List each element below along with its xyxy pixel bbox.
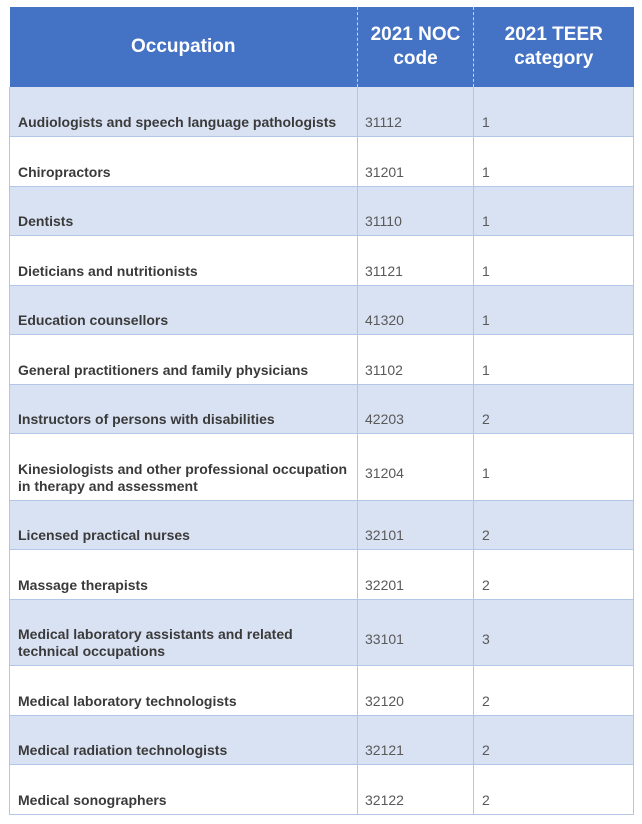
noc-code-cell: 31102 — [358, 334, 474, 384]
table-row — [10, 285, 634, 334]
teer-category-cell: 1 — [474, 186, 634, 235]
noc-code-cell: 31112 — [358, 87, 474, 136]
teer-category-cell: 1 — [474, 285, 634, 334]
occupation-table — [9, 7, 634, 815]
teer-category-cell: 1 — [474, 87, 634, 136]
noc-code-cell: 32121 — [358, 715, 474, 764]
table-row — [10, 500, 634, 549]
table-row — [10, 136, 634, 186]
teer-category-cell: 1 — [474, 235, 634, 285]
occupation-cell: Dieticians and nutritionists — [10, 235, 358, 285]
header-teer-category: 2021 TEER category — [474, 7, 634, 87]
table-row — [10, 599, 634, 665]
occupation-cell: Chiropractors — [10, 136, 358, 186]
table-header-row — [10, 7, 634, 87]
teer-category-cell: 2 — [474, 549, 634, 599]
table-row — [10, 186, 634, 235]
noc-code-cell: 32201 — [358, 549, 474, 599]
noc-code-cell: 33101 — [358, 599, 474, 665]
header-noc-code: 2021 NOC code — [358, 7, 474, 87]
teer-category-cell: 2 — [474, 384, 634, 433]
noc-code-cell: 32122 — [358, 764, 474, 814]
table-row — [10, 87, 634, 136]
occupation-cell: Medical laboratory assistants and related technical occupations — [10, 599, 358, 665]
teer-category-cell: 1 — [474, 136, 634, 186]
table-row — [10, 665, 634, 715]
occupation-cell: Instructors of persons with disabilities — [10, 384, 358, 433]
table-row — [10, 764, 634, 814]
table-row — [10, 384, 634, 433]
noc-code-cell: 31201 — [358, 136, 474, 186]
occupation-cell: Massage therapists — [10, 549, 358, 599]
occupation-cell: General practitioners and family physicians — [10, 334, 358, 384]
occupation-table-container — [9, 7, 633, 815]
occupation-cell: Dentists — [10, 186, 358, 235]
noc-code-cell: 31121 — [358, 235, 474, 285]
noc-code-cell: 32120 — [358, 665, 474, 715]
occupation-cell: Education counsellors — [10, 285, 358, 334]
noc-code-cell: 32101 — [358, 500, 474, 549]
table-row — [10, 235, 634, 285]
table-row — [10, 334, 634, 384]
occupation-cell: Medical laboratory technologists — [10, 665, 358, 715]
noc-code-cell: 41320 — [358, 285, 474, 334]
occupation-cell: Licensed practical nurses — [10, 500, 358, 549]
occupation-cell: Medical radiation technologists — [10, 715, 358, 764]
table-row — [10, 433, 634, 500]
teer-category-cell: 2 — [474, 764, 634, 814]
occupation-cell: Kinesiologists and other professional occupation in therapy and assessment — [10, 433, 358, 500]
teer-category-cell: 1 — [474, 334, 634, 384]
occupation-cell: Audiologists and speech language pathologists — [10, 87, 358, 136]
teer-category-cell: 2 — [474, 715, 634, 764]
table-row — [10, 715, 634, 764]
teer-category-cell: 2 — [474, 665, 634, 715]
noc-code-cell: 31204 — [358, 433, 474, 500]
teer-category-cell: 2 — [474, 500, 634, 549]
teer-category-cell: 1 — [474, 433, 634, 500]
header-occupation: Occupation — [10, 7, 358, 87]
noc-code-cell: 42203 — [358, 384, 474, 433]
occupation-cell: Medical sonographers — [10, 764, 358, 814]
teer-category-cell: 3 — [474, 599, 634, 665]
noc-code-cell: 31110 — [358, 186, 474, 235]
table-row — [10, 549, 634, 599]
